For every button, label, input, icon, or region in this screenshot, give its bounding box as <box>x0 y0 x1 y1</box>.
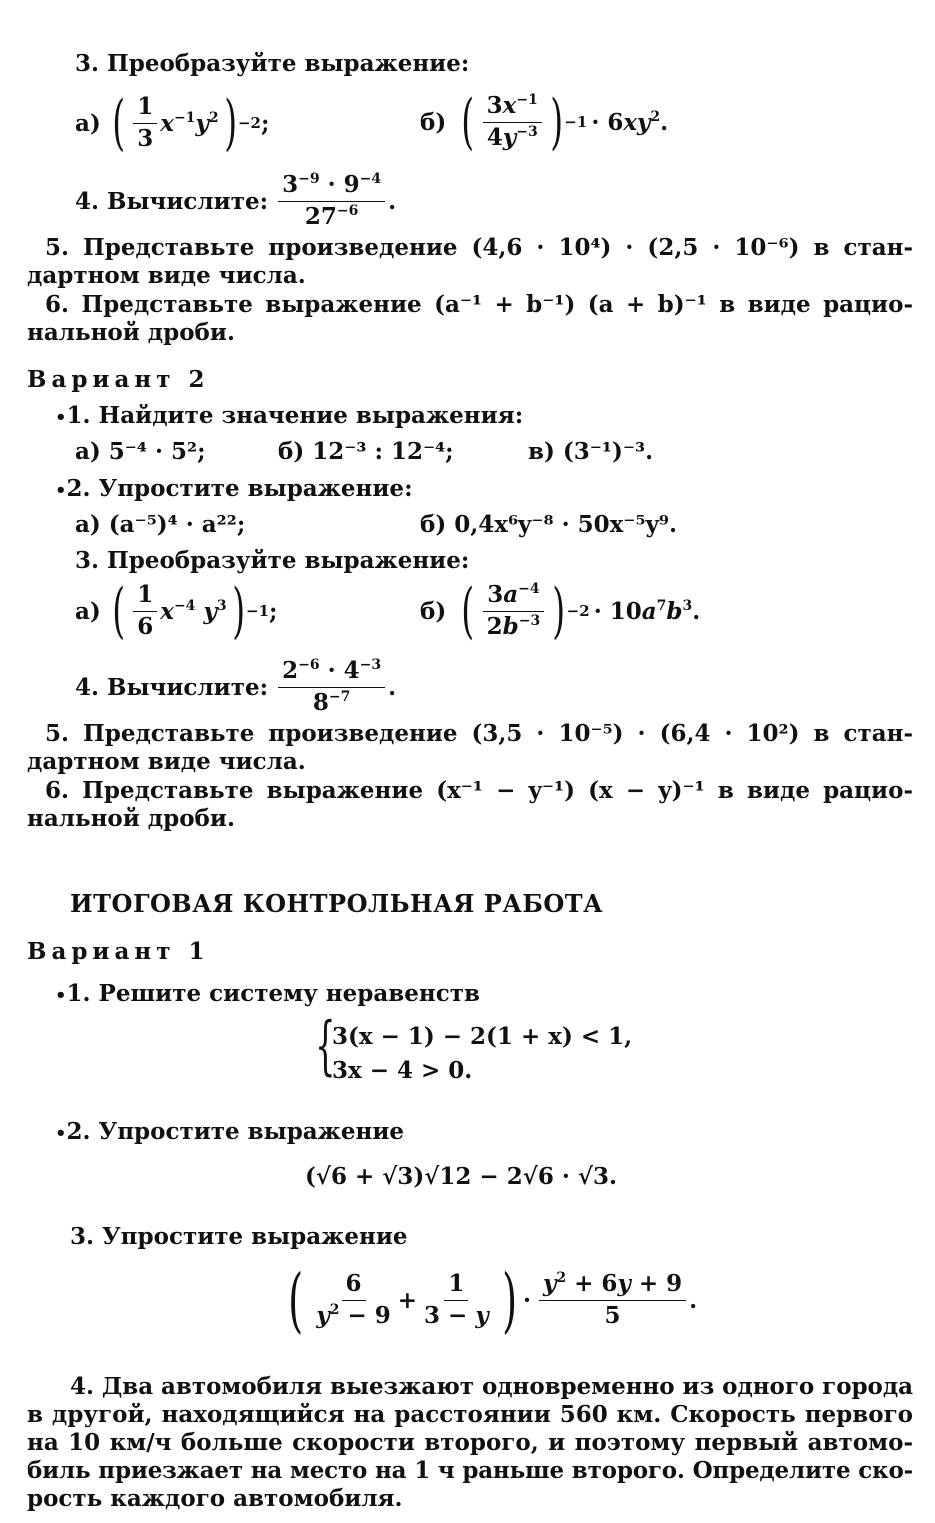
v1-task3b: б) ( $\frac{3x^{-1}}{4y^{-3}}$ ) −1 · $6xy^2$. <box>420 87 669 157</box>
v2-task1-b: б) 12⁻³ : 12⁻⁴; <box>278 438 454 465</box>
v2-task3a-label: а) <box>75 597 101 625</box>
final-task3-expr: ( $\frac{6}{y^2 - 9}$ + $\frac{1}{3 - y}$ ) · $\frac{y^2 + 6y + 9}{5}$ . <box>288 1258 698 1341</box>
v2-task2-a: а) (a⁻⁵)⁴ · a²²; <box>75 511 246 538</box>
v2-task3b: б) ( $\frac{3a^{-4}}{2b^{-3}}$ ) −2 · $10a^7b^3$. <box>420 576 701 646</box>
final-task4-line2: в другой, находящийся на расстоянии 560 км. Скорость первого <box>27 1401 913 1428</box>
v2-task2-title: 2. Упростите выражение: <box>66 475 413 502</box>
v2-task2-b: б) 0,4x⁶y⁻⁸ · 50x⁻⁵y⁹. <box>420 511 678 538</box>
v1-task3a-label: а) <box>75 109 101 137</box>
bullet-icon: • <box>55 480 67 501</box>
v2-task1 <box>55 404 523 427</box>
v2-heading: Вариант 2 <box>27 366 210 393</box>
final-task2 <box>55 1120 404 1143</box>
v1-task4-label: 4. Вычислите: <box>75 187 269 215</box>
final-task4-line1: 4. Два автомобиля выезжают одновременно из одного города <box>70 1373 913 1400</box>
final-task4-line3: на 10 км/ч больше скорости второго, и поэтому первый автомо- <box>27 1429 913 1456</box>
final-task2-title: 2. Упростите выражение <box>66 1118 405 1145</box>
v2-task6-line1: 6. Представьте выражение (x⁻¹ − y⁻¹) (x − y)⁻¹ в виде рацио- <box>45 777 913 804</box>
bullet-icon: • <box>55 1123 67 1144</box>
final-task1-title: 1. Решите систему неравенств <box>66 980 480 1007</box>
v2-task4-label: 4. Вычислите: <box>75 673 269 701</box>
v2-task3-title: 3. Преобразуйте выражение: <box>75 547 470 574</box>
final-task1-eq2: 3x − 4 > 0. <box>332 1057 473 1084</box>
system-brace: { <box>315 1009 336 1083</box>
final-task4-line5: рость каждого автомобиля. <box>27 1485 403 1512</box>
v1-task6-line2: нальной дроби. <box>27 319 235 346</box>
v1-task6-line1: 6. Представьте выражение (a⁻¹ + b⁻¹) (a + b)⁻¹ в виде рацио- <box>45 291 913 318</box>
v2-task5-line2: дартном виде числа. <box>27 748 306 775</box>
v1-task3a: а) ( $\frac{1}{3}$ $x^{-1}y^2$ ) −2 ; <box>75 88 270 158</box>
v1-task4: 4. Вычислите: $\frac{3^{-9} \cdot 9^{-4}}{27^{-6}}$ . <box>75 171 397 230</box>
v1-task3b-label: б) <box>420 108 447 136</box>
v2-task4: 4. Вычислите: $\frac{2^{-6} \cdot 4^{-3}}{8^{-7}}$ . <box>75 657 397 716</box>
v2-task2 <box>55 477 413 500</box>
v2-task5-line1: 5. Представьте произведение (3,5 · 10⁻⁵) · (6,4 · 10²) в стан- <box>45 720 913 747</box>
v2-task6-line2: нальной дроби. <box>27 805 235 832</box>
bullet-icon: • <box>55 985 67 1006</box>
v2-task1-a: а) 5⁻⁴ · 5²; <box>75 438 206 465</box>
v2-task3b-label: б) <box>420 597 447 625</box>
v2-task3a: а) ( $\frac{1}{6}$ $x^{-4}$ $y^3$ ) −1 ; <box>75 576 278 646</box>
final-task1-eq1: 3(x − 1) − 2(1 + x) < 1, <box>332 1023 633 1050</box>
v1-task5-line2: дартном виде числа. <box>27 262 306 289</box>
v1-task5-line1: 5. Представьте произведение (4,6 · 10⁴) · (2,5 · 10⁻⁶) в стан- <box>45 234 913 261</box>
v1-task3-title: 3. Преобразуйте выражение: <box>75 50 470 77</box>
bullet-icon: • <box>55 407 67 428</box>
final-variant-heading: Вариант 1 <box>27 938 210 965</box>
final-heading: ИТОГОВАЯ КОНТРОЛЬНАЯ РАБОТА <box>70 889 604 918</box>
final-task4-line4: биль приезжает на место на 1 ч раньше второго. Определите ско- <box>27 1457 913 1484</box>
final-task2-expr: (√6 + √3)√12 − 2√6 · √3. <box>305 1163 617 1190</box>
v2-task1-title: 1. Найдите значение выражения: <box>66 402 524 429</box>
final-task1 <box>55 982 480 1005</box>
v2-task1-c: в) (3⁻¹)⁻³. <box>528 438 654 465</box>
final-task3-title: 3. Упростите выражение <box>70 1223 408 1250</box>
